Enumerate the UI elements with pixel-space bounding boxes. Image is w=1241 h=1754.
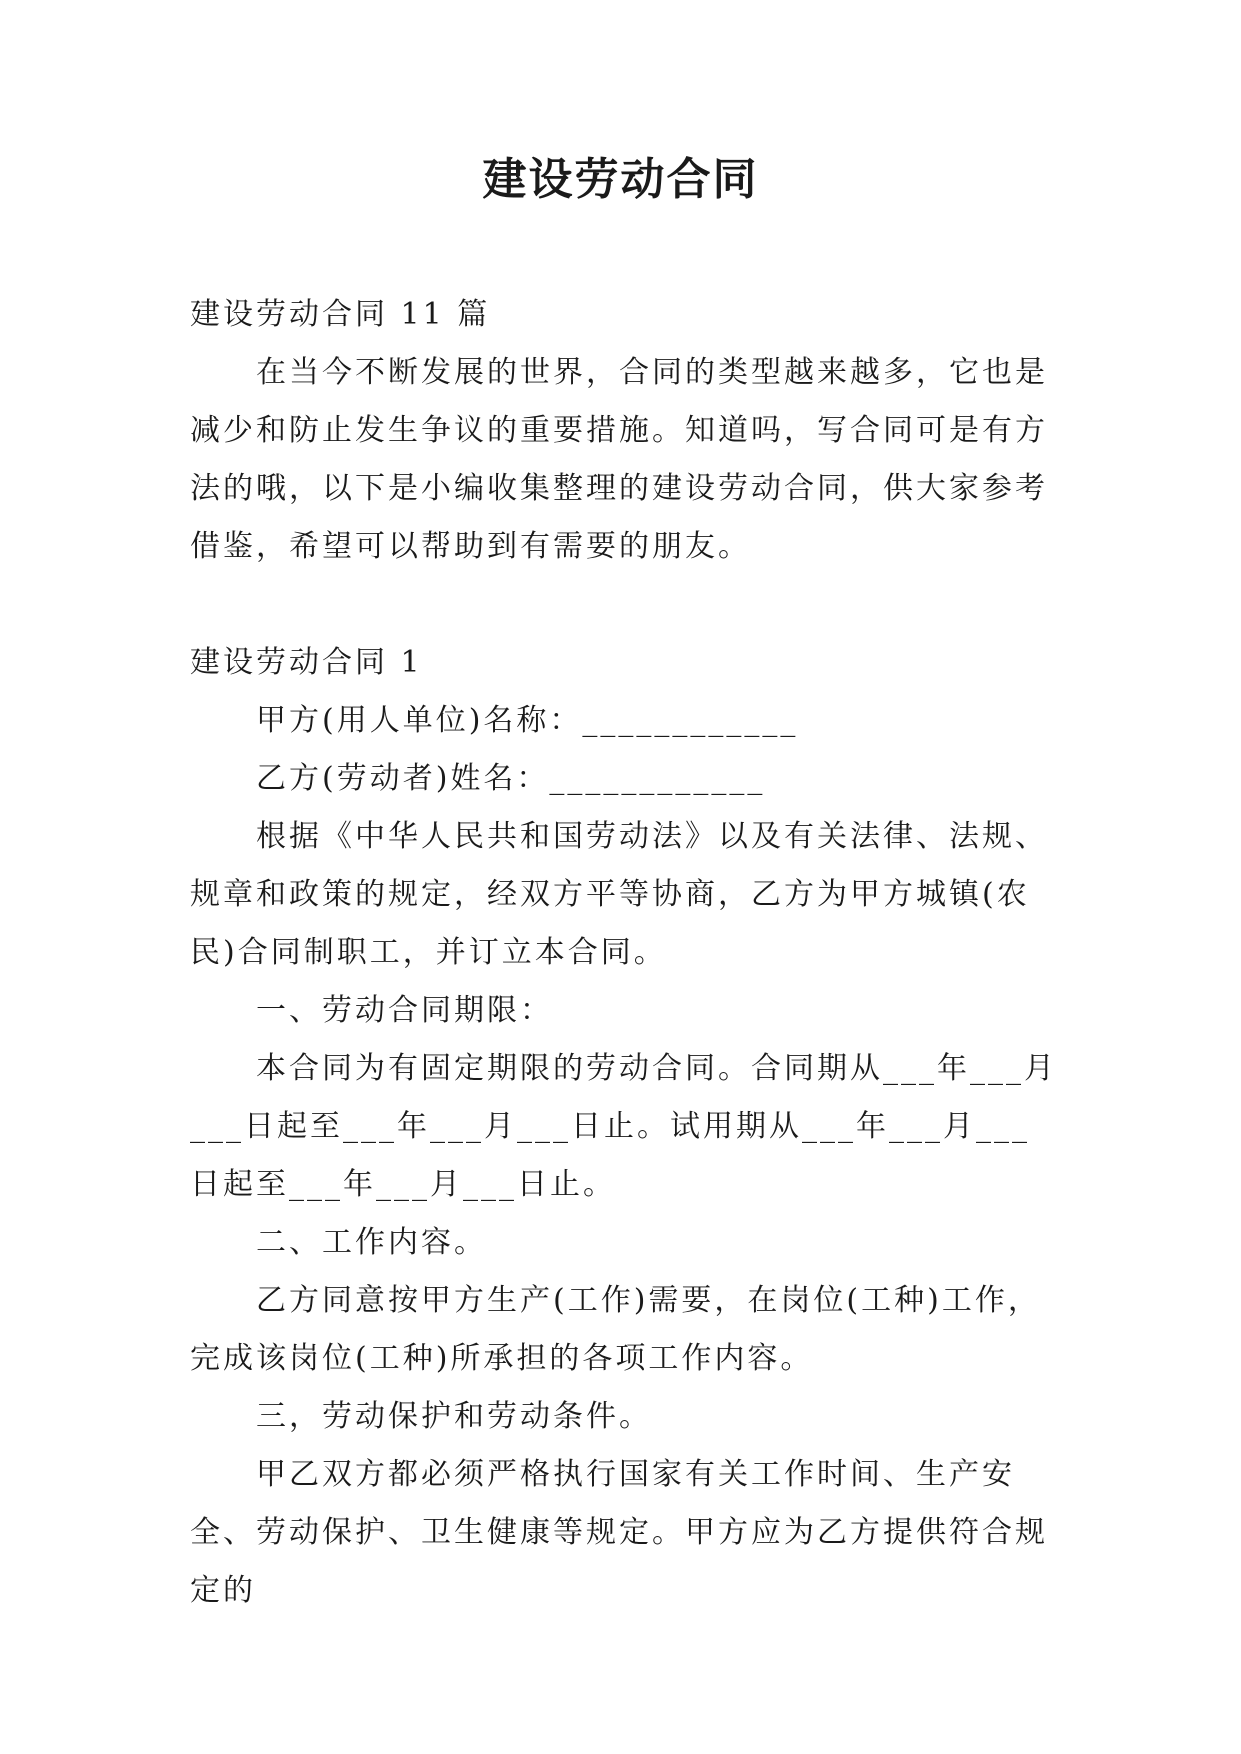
basis-paragraph: 根据《中华人民共和国劳动法》以及有关法律、法规、规章和政策的规定，经双方平等协商，乙方为甲方城镇(农民)合同制职工，并订立本合同。: [190, 819, 1048, 970]
clause-3-heading: 三，劳动保护和劳动条件。: [256, 1399, 652, 1434]
clause-1-heading: 一、劳动合同期限：: [256, 993, 553, 1028]
document-body: [190, 286, 1060, 1620]
party-a-line: 甲方(用人单位)名称：____________: [256, 703, 799, 738]
document-title: 建设劳动合同: [482, 154, 759, 205]
clause-2-body: 乙方同意按甲方生产(工作)需要，在岗位(工种)工作，完成该岗位(工种)所承担的各项工作内容。: [190, 1283, 1041, 1376]
clause-1-body: 本合同为有固定期限的劳动合同。合同期从___年___月___日起至___年___月___日止。试用期从___年___月___日起至___年___月___日止。: [190, 1051, 1057, 1202]
party-b-line: 乙方(劳动者)姓名：____________: [256, 761, 766, 796]
section-heading: 建设劳动合同 1: [190, 645, 423, 680]
clause-2-heading: 二、工作内容。: [256, 1225, 487, 1260]
paragraph-spacer: [190, 576, 1060, 634]
clause-3-body: 甲乙双方都必须严格执行国家有关工作时间、生产安全、劳动保护、卫生健康等规定。甲方应为乙方提供符合规定的: [190, 1457, 1048, 1608]
intro-paragraph: 在当今不断发展的世界，合同的类型越来越多，它也是减少和防止发生争议的重要措施。知道吗，写合同可是有方法的哦，以下是小编收集整理的建设劳动合同，供大家参考借鉴，希望可以帮助到有需要的朋友。: [190, 355, 1048, 564]
subtitle-line: 建设劳动合同 11 篇: [190, 297, 491, 332]
